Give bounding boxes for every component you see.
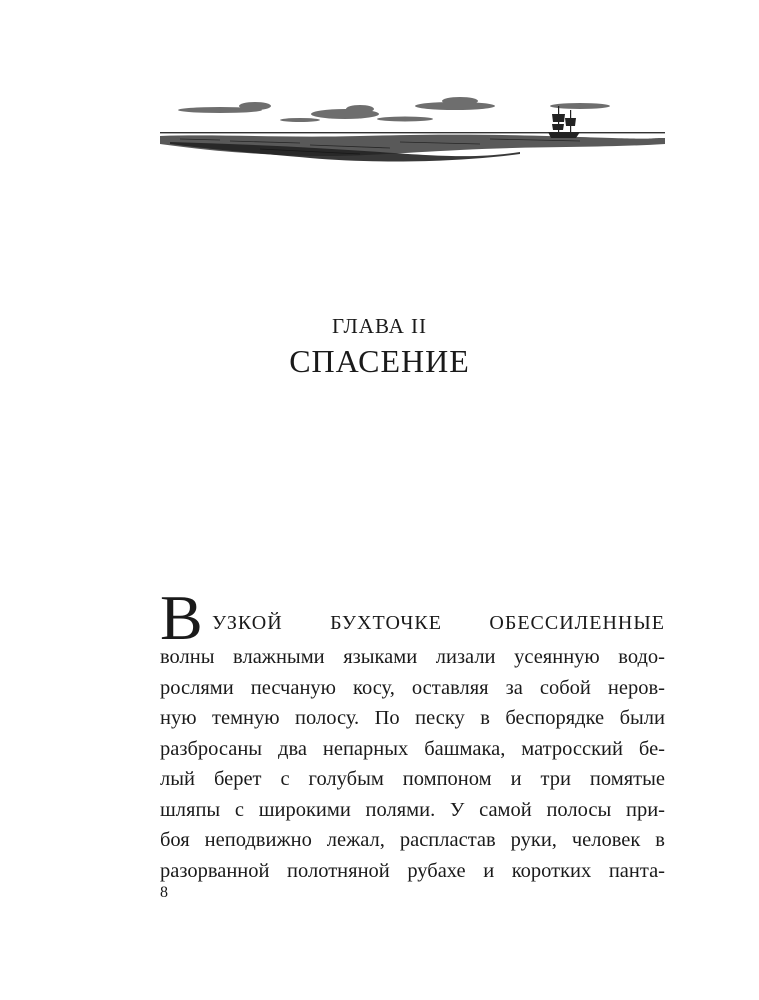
text-line: боя неподвижно лежал, распластав руки, человек в [160, 829, 665, 851]
text-line: лый берет с голубым помпоном и три помятые [160, 768, 665, 790]
drop-cap: В [160, 582, 203, 653]
text-line: волны влажными языками лизали усеянную водо- [160, 646, 665, 668]
text-line: шляпы с широкими полями. У самой полосы при- [160, 798, 665, 821]
text-line: разорванной полотняной рубахе и коротких панта- [160, 859, 665, 882]
chapter-title: СПАСЕНИЕ [289, 343, 470, 379]
first-paragraph-start [160, 582, 665, 653]
text-line: рослями песчаную косу, оставляя за собой неров- [160, 676, 665, 699]
sea-ship-illustration [160, 92, 665, 170]
page-number: 8 [160, 884, 168, 901]
text-line: разбросаны два непарных башмака, матросский бе- [160, 737, 665, 760]
first-line: УЗКОЙ БУХТОЧКЕ ОБЕССИЛЕННЫЕ [212, 612, 665, 634]
body-text [160, 582, 665, 886]
text-line: ную темную полосу. По песку в беспорядке были [160, 707, 665, 729]
chapter-label: ГЛАВА II [331, 314, 428, 338]
